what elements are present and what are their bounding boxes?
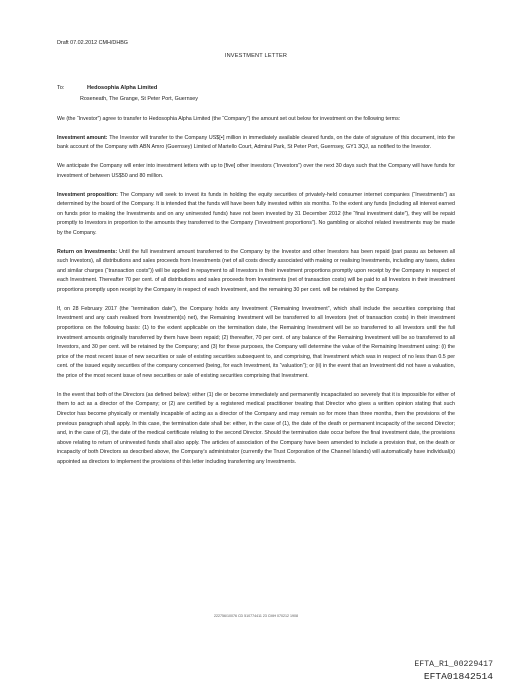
paragraph-investment-proposition bbox=[57, 191, 455, 239]
paragraph-text: In the event that both of the Directors (as defined below): either (1) die or become immediately and permanently incapacitated so severely that it is impossible for either of them to act as a director of the Company; or (2) are certified by a registered medical practitioner treating that Director who gives a written opinion stating that such Director has become physically or mentally incapable of acting as a director of the Company and may remain so for more than three months, then the provisions of the previous paragraph shall apply. In this case, the termination date shall be: either, in the case of (1), the date of the death or permanent incapacity of the second Director; and, in the case of (2), the date of the medical certificate relating to the second Director. Should the termination date occur before the final investment date, the provisions above relating to return of uninvested funds shall also apply. The articles of association of the Company have been amended to include a provision that, on the death or incapacity of both Directors as described above, the Company’s administrator (currently the Trust Corporation of the Channel Islands) will automatically have individual(s) appointed as directors to implement the provisions of this letter including transferring any Investments. bbox=[57, 391, 455, 465]
paragraph-intro bbox=[57, 115, 455, 125]
paragraph-directors bbox=[57, 391, 455, 468]
addressee-name: Hedosophia Alpha Limited bbox=[87, 85, 158, 91]
paragraph-other-investors bbox=[57, 162, 455, 181]
paragraph-text: If, on 28 February 2017 (the “termination date”), the Company holds any Investment (“Remaining Investment”, which shall include the securities comprising that Investment and any cash realised from Investment(s) net), the Remaining Investment will be transferred to all Investors (net of transaction costs) in their investment proportions on the following basis: (1) to the extent applicable on the termination date, the Remaining Investment will be so transferred to all Investors until the full investment amounts originally transferred by them have been repaid; (2) thereafter, 70 per cent. of any balance of the Remaining Investment will be so transferred to all Investors, and 30 per cent. will be retained by the Company; and (3) for these purposes, the Company will determine the value of the Remaining Investment using: (i) the price of the most recent issue of new securities or sale of existing securities subsequent to, and comprising, that Investment which was in respect of no less than 0.5 per cent. of the issued equity securities of the company concerned (being, for each Investment, its “valuation”); or (ii) in the event that an Investment did not have a valuation, the price of the most recent issue of new securities or sale of existing securities comprising that Investment. bbox=[57, 305, 455, 379]
paragraph-termination bbox=[57, 305, 455, 382]
paragraph-text: We (the “Investor”) agree to transfer to Hedosophia Alpha Limited (the “Company”) the amount set out below for investment on the following terms: bbox=[57, 116, 401, 122]
paragraph-return-on-investments bbox=[57, 248, 455, 296]
addressee-address: Roseneath, The Grange, St Peter Port, Guernsey bbox=[80, 96, 198, 102]
to-label: To: bbox=[57, 85, 65, 91]
paragraph-text: Until the full investment amount transferred to the Company by the Investor and other Investors has been repaid (pari passu as between all such Investors), all distributions and sales proceeds from Investments (net of all costs directly associated with making or realising Investments, including any taxes, duties and similar charges (“transaction costs”)) will be applied in repayment to all Investors in their investment proportions promptly upon receipt by the Company in respect of each Investment. Thereafter 70 per cent. of all distributions and sales proceeds from Investments (net of transaction costs) will be paid to all Investors in their investment proportions promptly upon receipt by the Company in respect of each Investment, and the remaining 30 per cent. will be retained by the Company. bbox=[57, 248, 456, 294]
paragraph-text: The Company will seek to invest its funds in holding the equity securities of privately-held consumer internet companies (“Investments”) as determined by the board of the Company. It is intended that the funds will have been fully invested within six months. To the extent any funds (including all interest earned on funds prior to making the Investments and on any uninvested funds) have not been invested by 31 December 2012 (the “final investment date”), they will be repaid promptly to Investors in proportion to the amounts they transferred to the Company (“investment proportions”). No gambling or alcohol related investments may be made by the Company. bbox=[57, 191, 455, 236]
paragraph-text: We anticipate the Company will enter into investment letters with up to [five] other investors (“Investors”) over the next 30 days such that the Company will have funds for investment of between US$50 and 80 million. bbox=[57, 163, 455, 179]
footer-document-code: 222756/10076 CD 510774411 23 CMH 070212 1908 bbox=[213, 614, 299, 618]
paragraph-label: Return on Investments: bbox=[57, 248, 118, 255]
efta-bates-number: EFTA01842514 bbox=[423, 671, 493, 682]
paragraph-label: Investment proposition: bbox=[57, 191, 118, 198]
paragraph-text: The Investor will transfer to the Company US$[▪] million in immediately available cleared funds, on the date of signature of this document, into the bank account of the Company with ABN Amro (Guernsey) Limited of Martello Court, Admiral Park, St Peter Port, Guernsey, GY1 3QJ, as notified to the Investor. bbox=[57, 134, 456, 151]
efta-reference-stamp: EFTA_R1_00229417 bbox=[414, 660, 493, 669]
paragraph-label: Investment amount: bbox=[57, 134, 108, 141]
draft-line: Draft 07.02.2012 CMH/DHBG bbox=[57, 40, 129, 46]
page-title: INVESTMENT LETTER bbox=[224, 53, 288, 59]
letter-body bbox=[57, 115, 455, 477]
paragraph-investment-amount bbox=[57, 134, 455, 153]
